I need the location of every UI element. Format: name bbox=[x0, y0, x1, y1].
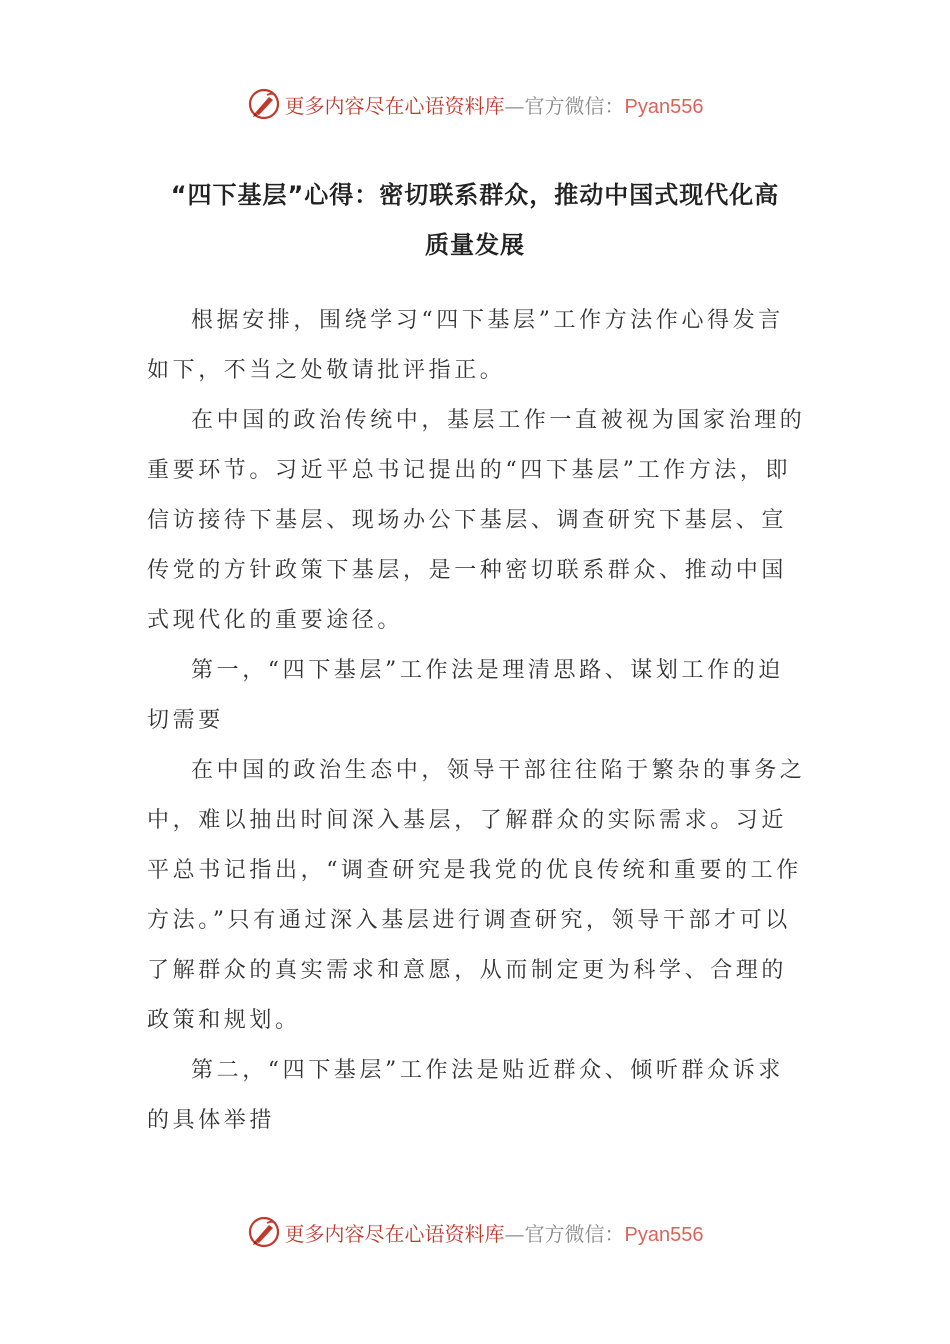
section-heading: 第二，“四下基层”工作法是贴近群众、倾听群众诉求的具体举措 bbox=[147, 1058, 784, 1133]
banner-dash: — bbox=[504, 1221, 525, 1246]
pen-logo-icon bbox=[247, 1215, 281, 1249]
document-title bbox=[130, 170, 820, 270]
banner-main-text: 更多内容尽在心语资料库 bbox=[284, 93, 505, 118]
banner-wechat-id: Pyan556 bbox=[624, 95, 704, 118]
title-line-1: “四下基层”心得：密切联系群众，推动中国式现代化高 bbox=[170, 181, 780, 209]
section-heading: 第一，“四下基层”工作法是理清思路、谋划工作的迫切需要 bbox=[147, 658, 784, 733]
paragraph: 在中国的政治传统中，基层工作一直被视为国家治理的重要环节。习近平总书记提出的“四下基层”工作方法，即信访接待下基层、现场办公下基层、调查研究下基层、宣传党的方针政策下基层，是一种密切联系群众、推动中国式现代化的重要途径。 bbox=[147, 408, 806, 633]
paragraph: 根据安排，围绕学习“四下基层”工作方法作心得发言如下，不当之处敬请批评指正。 bbox=[147, 308, 784, 383]
banner-official-label: 官方微信： bbox=[524, 93, 625, 118]
footer-banner bbox=[0, 1212, 950, 1252]
paragraph: 在中国的政治生态中，领导干部往往陷于繁杂的事务之中，难以抽出时间深入基层，了解群众的实际需求。习近平总书记指出，“调查研究是我党的优良传统和重要的工作方法。”只有通过深入基层进行调查研究，领导干部才可以了解群众的真实需求和意愿，从而制定更为科学、合理的政策和规划。 bbox=[147, 758, 806, 1033]
footer-banner-text bbox=[285, 1218, 704, 1247]
banner-main-text: 更多内容尽在心语资料库 bbox=[284, 1221, 505, 1246]
title-line-2: 质量发展 bbox=[425, 231, 525, 259]
banner-dash: — bbox=[504, 93, 525, 118]
header-banner bbox=[0, 84, 950, 124]
banner-official-label: 官方微信： bbox=[524, 1221, 625, 1246]
document-body bbox=[147, 296, 807, 1146]
header-banner-text bbox=[285, 90, 704, 119]
banner-wechat-id: Pyan556 bbox=[624, 1223, 704, 1246]
pen-logo-icon bbox=[247, 87, 281, 121]
